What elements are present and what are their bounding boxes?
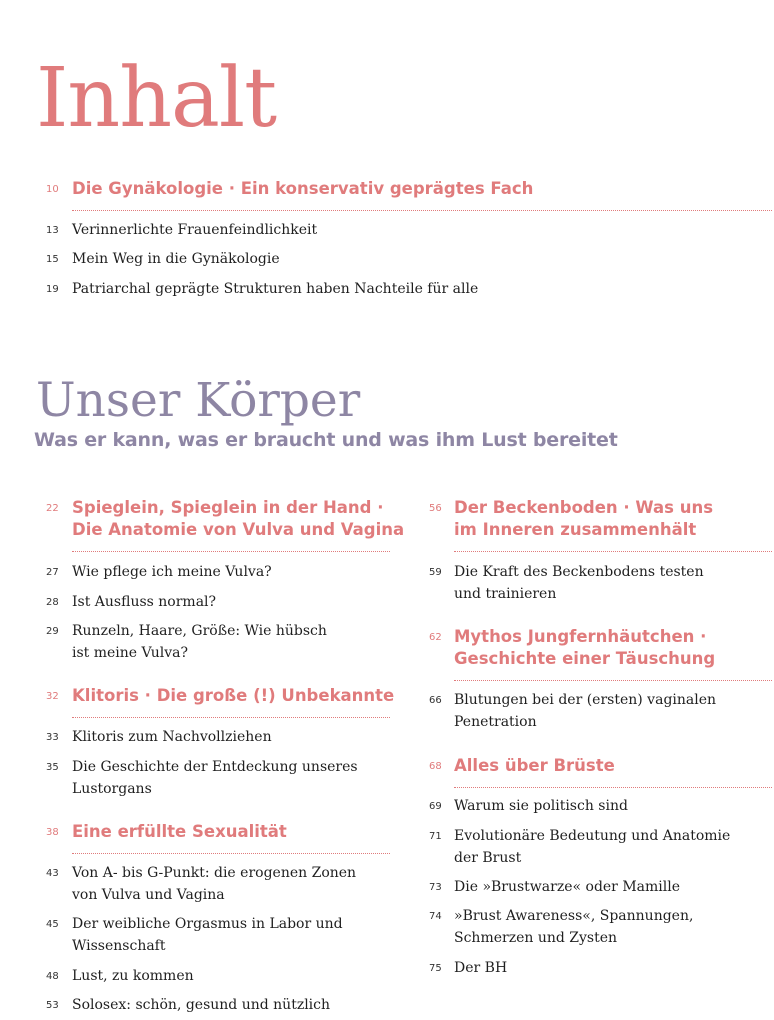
toc-item-page-number: 69 [429, 801, 442, 812]
toc-item-text[interactable]: Runzeln, Haare, Größe: Wie hübsch [72, 623, 327, 639]
section-page-number: 22 [46, 503, 59, 514]
toc-item-page-number: 43 [46, 868, 59, 879]
toc-item-text[interactable]: Ist Ausfluss normal? [72, 594, 217, 610]
dotted-divider [454, 680, 772, 681]
toc-item-text[interactable]: der Brust [454, 850, 522, 866]
toc-item-page-number: 15 [46, 254, 59, 265]
toc-item-page-number: 59 [429, 567, 442, 578]
section-title[interactable]: Die Gynäkologie · Ein konservativ geprägtes Fach [72, 179, 534, 198]
toc-item-page-number: 29 [46, 626, 59, 637]
toc-item-page-number: 27 [46, 567, 59, 578]
toc-item-text[interactable]: Schmerzen und Zysten [454, 930, 618, 946]
section-title[interactable]: Mythos Jungfernhäutchen · [454, 627, 707, 646]
dotted-divider [454, 787, 772, 788]
toc-item-page-number: 71 [429, 831, 442, 842]
toc-item-page-number: 35 [46, 762, 59, 773]
koerper-title: Unser Körper [36, 373, 361, 428]
toc-item-text[interactable]: Die Kraft des Beckenbodens testen [454, 564, 704, 580]
toc-item-page-number: 53 [46, 1000, 59, 1011]
section-title[interactable]: Geschichte einer Täuschung [454, 649, 716, 668]
section-page-number: 68 [429, 761, 442, 772]
section-page-number: 38 [46, 827, 59, 838]
inhalt-title: Inhalt [36, 51, 277, 146]
toc-item-text[interactable]: und trainieren [454, 586, 557, 602]
toc-item-text[interactable]: Warum sie politisch sind [454, 798, 628, 814]
section-page-number: 10 [46, 184, 59, 195]
toc-item-text[interactable]: Die Geschichte der Entdeckung unseres [72, 759, 358, 775]
toc-item-page-number: 33 [46, 732, 59, 743]
toc-item-text[interactable]: Evolutionäre Bedeutung und Anatomie [454, 828, 731, 844]
koerper-subtitle: Was er kann, was er braucht und was ihm Lust bereitet [34, 429, 618, 451]
toc-item-text[interactable]: Verinnerlichte Frauenfeindlichkeit [72, 222, 318, 238]
toc-item-text[interactable]: Wie pflege ich meine Vulva? [72, 564, 272, 580]
toc-item-page-number: 28 [46, 597, 59, 608]
section-title[interactable]: Spieglein, Spieglein in der Hand · [72, 498, 384, 517]
toc-item-text[interactable]: Patriarchal geprägte Strukturen haben Nachteile für alle [72, 281, 479, 297]
dotted-divider [72, 210, 772, 211]
toc-item-page-number: 75 [429, 963, 442, 974]
section-title[interactable]: Der Beckenboden · Was uns [454, 498, 714, 517]
toc-item-page-number: 45 [46, 919, 59, 930]
dotted-divider [72, 717, 390, 718]
section-page-number: 62 [429, 632, 442, 643]
toc-item-text[interactable]: Klitoris zum Nachvollziehen [72, 729, 272, 745]
toc-item-text[interactable]: Mein Weg in die Gynäkologie [72, 251, 280, 267]
toc-item-text[interactable]: Blutungen bei der (ersten) vaginalen [454, 692, 717, 708]
toc-item-text[interactable]: Der weibliche Orgasmus in Labor und [72, 916, 343, 932]
toc-item-page-number: 13 [46, 225, 59, 236]
toc-item-page-number: 66 [429, 695, 442, 706]
toc-item-text[interactable]: von Vulva und Vagina [72, 887, 225, 903]
toc-item-text[interactable]: Von A- bis G-Punkt: die erogenen Zonen [72, 865, 357, 881]
toc-item-page-number: 19 [46, 284, 59, 295]
toc-item-text[interactable]: Der BH [454, 960, 508, 976]
section-page-number: 32 [46, 691, 59, 702]
toc-item-text[interactable]: Penetration [454, 714, 537, 730]
toc-item-page-number: 73 [429, 882, 442, 893]
toc-item-page-number: 74 [429, 911, 442, 922]
toc-item-text[interactable]: Lustorgans [72, 781, 152, 797]
section-title[interactable]: Alles über Brüste [454, 756, 615, 775]
section-title[interactable]: im Inneren zusammenhält [454, 520, 697, 539]
toc-item-text[interactable]: Solosex: schön, gesund und nützlich [72, 997, 331, 1013]
toc-item-page-number: 48 [46, 971, 59, 982]
section-title[interactable]: Klitoris · Die große (!) Unbekannte [72, 686, 395, 705]
dotted-divider [454, 551, 772, 552]
dotted-divider [72, 551, 390, 552]
toc-item-text[interactable]: »Brust Awareness«, Spannungen, [454, 908, 694, 924]
toc-item-text[interactable]: ist meine Vulva? [72, 645, 188, 661]
section-title[interactable]: Die Anatomie von Vulva und Vagina [72, 520, 405, 539]
dotted-divider [72, 853, 390, 854]
toc-item-text[interactable]: Wissenschaft [72, 938, 166, 954]
toc-item-text[interactable]: Lust, zu kommen [72, 968, 194, 984]
section-title[interactable]: Eine erfüllte Sexualität [72, 822, 287, 841]
section-page-number: 56 [429, 503, 442, 514]
toc-item-text[interactable]: Die »Brustwarze« oder Mamille [454, 879, 681, 895]
